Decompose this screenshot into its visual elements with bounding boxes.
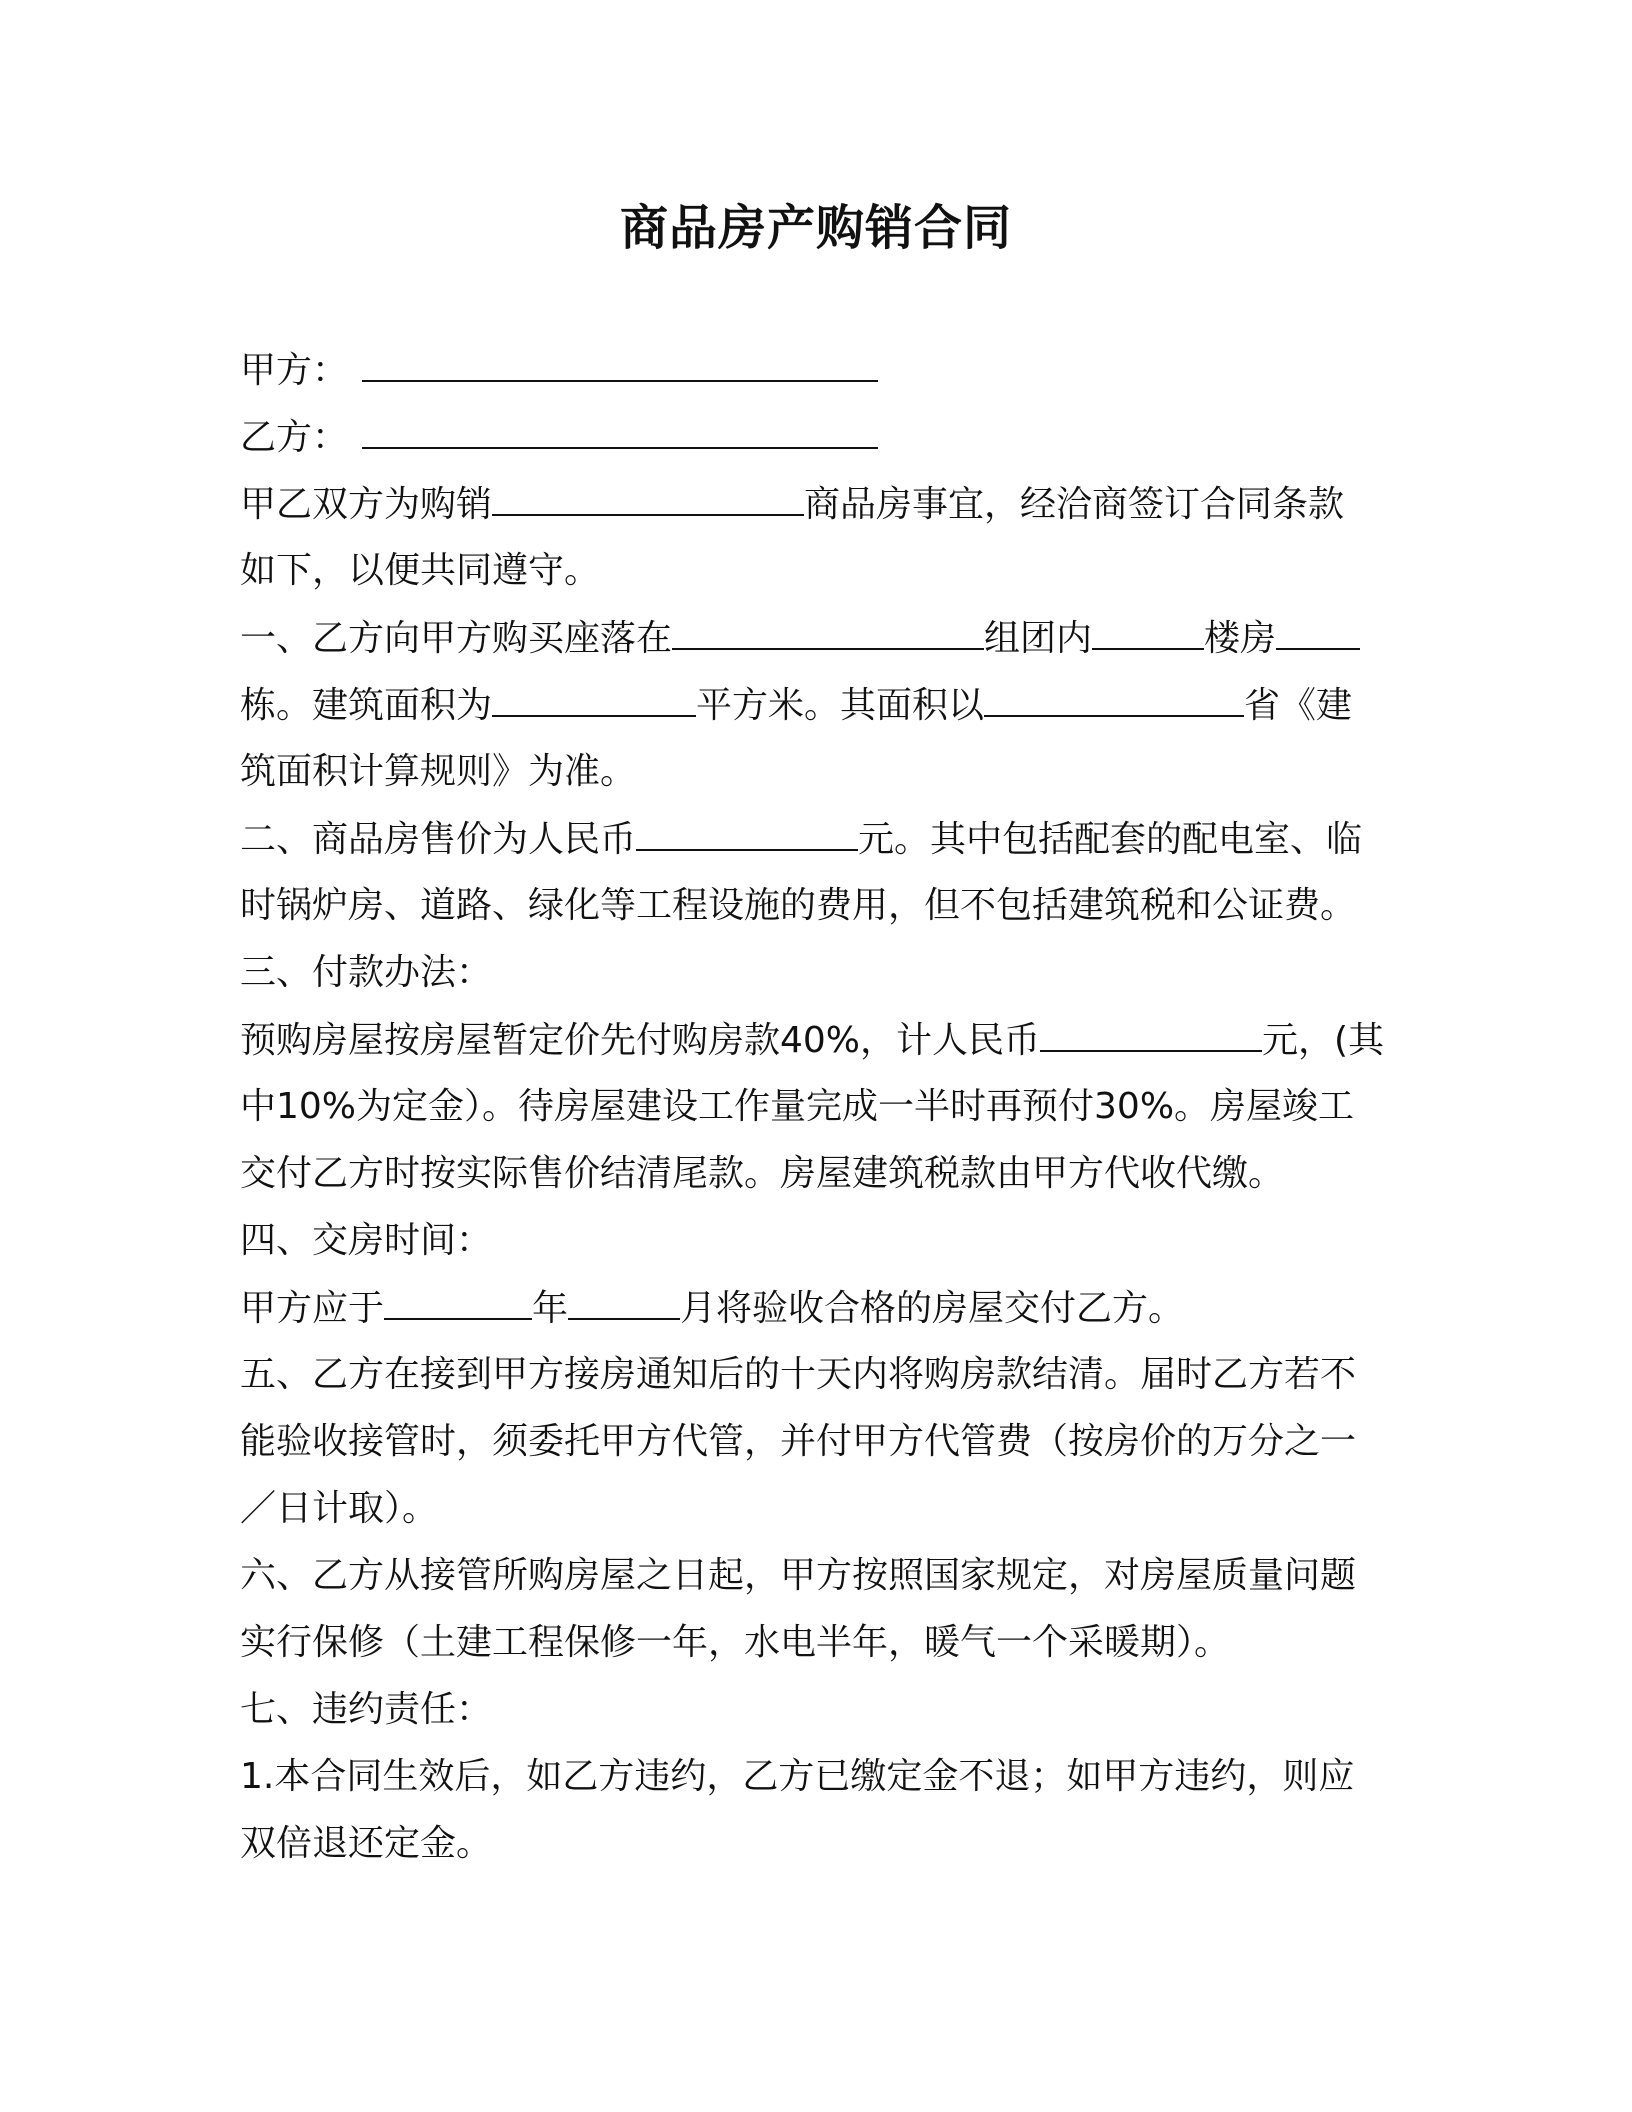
clause-1-text-e: 平方米。其面积以 (696, 685, 985, 726)
party-b-line (240, 403, 1392, 470)
clause-3-text-a: 预购房屋按房屋暂定价先付购房款40%，计人民币 (240, 1020, 1041, 1061)
document-body (240, 336, 1392, 1877)
intro-text-a: 甲乙双方为购销 (240, 484, 493, 525)
clause-1-text-d: 栋。建筑面积为 (240, 685, 493, 726)
clause-6-line-2: 实行保修（土建工程保修一年，水电半年，暖气一个采暖期）。 (240, 1622, 1231, 1663)
party-a-blank[interactable] (362, 336, 878, 382)
clause-3-heading: 三、付款办法： (240, 952, 493, 993)
clause-4-text-b: 年 (532, 1288, 569, 1329)
building-blank[interactable] (1276, 604, 1360, 650)
location-blank[interactable] (672, 604, 984, 650)
clause-5-line-1: 五、乙方在接到甲方接房通知后的十天内将购房款结清。届时乙方若不 (240, 1354, 1357, 1395)
clause-5-line-3: ／日计取）。 (240, 1488, 439, 1529)
clause-4-text-c: 月将验收合格的房屋交付乙方。 (680, 1288, 1185, 1329)
clause-1-line-2 (240, 671, 1392, 738)
month-blank[interactable] (568, 1274, 680, 1320)
party-b-label: 乙方： (240, 417, 349, 458)
document-title: 商品房产购销合同 (619, 200, 1012, 256)
clause-1-text-f: 省《建 (1244, 685, 1353, 726)
province-blank[interactable] (984, 671, 1244, 717)
group-blank[interactable] (1092, 604, 1204, 650)
party-a-label: 甲方： (240, 350, 349, 391)
clause-3-line-1 (240, 1006, 1392, 1073)
clause-1-text-a: 一、乙方向甲方购买座落在 (240, 618, 673, 659)
intro-text-b: 商品房事宜，经洽商签订合同条款 (804, 484, 1345, 525)
area-blank[interactable] (492, 671, 696, 717)
intro-line-1 (240, 470, 1392, 537)
clause-4-heading: 四、交房时间： (240, 1220, 493, 1261)
clause-7-heading: 七、违约责任： (240, 1689, 493, 1730)
clause-2-text-a: 二、商品房售价为人民币 (240, 819, 637, 860)
clause-1-line-3: 筑面积计算规则》为准。 (240, 751, 637, 792)
clause-1-text-c: 楼房 (1204, 618, 1277, 659)
clause-1-text-b: 组团内 (984, 618, 1093, 659)
clause-3-line-2: 中10%为定金）。待房屋建设工作量完成一半时再预付30%。房屋竣工 (240, 1086, 1355, 1127)
clause-4-text-a: 甲方应于 (240, 1288, 385, 1329)
clause-2-line-1 (240, 805, 1392, 872)
clause-2-line-2: 时锅炉房、道路、绿化等工程设施的费用，但不包括建筑税和公证费。 (240, 885, 1357, 926)
price-blank[interactable] (636, 805, 858, 851)
year-blank[interactable] (384, 1274, 532, 1320)
clause-3-line-3: 交付乙方时按实际售价结清尾款。房屋建筑税款由甲方代收代缴。 (240, 1153, 1285, 1194)
clause-6-line-1: 六、乙方从接管所购房屋之日起，甲方按照国家规定，对房屋质量问题 (240, 1555, 1357, 1596)
intro-line-2: 如下，以便共同遵守。 (240, 550, 601, 591)
clause-7-line-2: 双倍退还定金。 (240, 1823, 493, 1864)
down-payment-blank[interactable] (1040, 1006, 1262, 1052)
clause-3-text-b: 元，(其 (1262, 1020, 1385, 1061)
clause-1-line-1 (240, 604, 1392, 671)
project-name-blank[interactable] (492, 470, 804, 516)
clause-7-line-1: 1.本合同生效后，如乙方违约，乙方已缴定金不退；如甲方违约，则应 (240, 1756, 1355, 1797)
party-b-blank[interactable] (362, 403, 878, 449)
clause-2-text-b: 元。其中包括配套的配电室、临 (858, 819, 1363, 860)
party-a-line (240, 336, 1392, 403)
clause-4-line-1 (240, 1274, 1392, 1341)
clause-5-line-2: 能验收接管时，须委托甲方代管，并付甲方代管费（按房价的万分之一 (240, 1421, 1357, 1462)
